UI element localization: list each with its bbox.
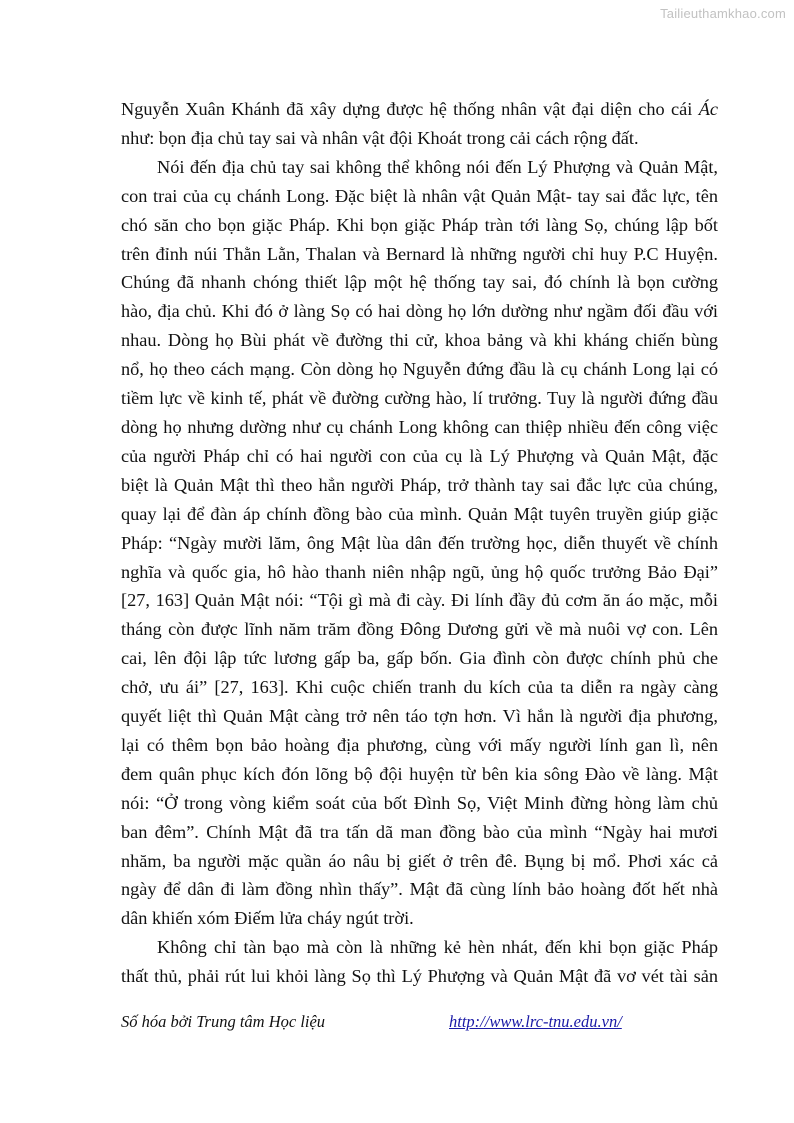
- text-line: chở, ưu ái” [27, 163]. Khi cuộc chiến tranh du kích của ta diễn ra ngày càng: [121, 677, 718, 698]
- text-line: tiềm lực về kinh tế, phát về đường cường hào, lí trưởng. Tuy là người đứng đầu: [121, 388, 718, 409]
- watermark-text: Tailieuthamkhao.com: [660, 6, 786, 21]
- emphasis-word: Ác: [698, 99, 718, 119]
- text-line: chó săn cho bọn giặc Pháp. Khi bọn giặc Pháp tràn tới làng Sọ, chúng lập bốt: [121, 214, 718, 235]
- text-line: dòng họ nhưng dường như cụ chánh Long không can thiệp nhiều đến công việc: [121, 416, 718, 437]
- text-line: dân khiến xóm Điếm lửa cháy ngút trời.: [121, 908, 414, 929]
- text-line: [27, 163] Quản Mật nói: “Tội gì mà đi cày. Đi lính đầy đủ cơm ăn áo mặc, mỗi: [121, 590, 718, 611]
- text-line: nổ, họ theo cách mạng. Còn dòng họ Nguyễn đứng đầu là cụ chánh Long lại có: [121, 359, 718, 380]
- text-line: Nguyễn Xuân Khánh đã xây dựng được hệ thống nhân vật đại diện cho cái Ác: [121, 99, 718, 119]
- text-line: biệt là Quản Mật thì theo hẳn người Pháp, trở thành tay sai đắc lực của chúng,: [121, 474, 718, 495]
- text-line: con trai của cụ chánh Long. Đặc biệt là nhân vật Quản Mật- tay sai đắc lực, tên: [121, 185, 718, 206]
- paragraph-quan-mat: [121, 153, 718, 933]
- text-line: cai, lên đội lập tức lương gấp ba, gấp bốn. Gia đình còn được chính phủ che: [121, 648, 718, 669]
- text-line: ngày để dân đi làm đồng nhìn thấy”. Mật đã cùng lính bảo hoàng đốt hết nhà: [121, 879, 718, 900]
- text-line: nghĩa và quốc gia, hô hào thanh niên nhập ngũ, ủng hộ quốc trưởng Bảo Đại”: [121, 561, 718, 582]
- text-line: hào, địa chủ. Khi đó ở làng Sọ có hai dòng họ lớn dường như ngầm đối đầu với: [121, 301, 718, 322]
- text-line: Nói đến địa chủ tay sai không thể không nói đến Lý Phượng và Quản Mật,: [157, 156, 718, 177]
- text-line: thất thủ, phải rút lui khỏi làng Sọ thì Lý Phượng và Quản Mật đã vơ vét tài sản: [121, 966, 718, 987]
- text-line: trên đỉnh núi Thằn Lằn, Thalan và Bernard là những người chỉ huy P.C Huyện.: [121, 243, 718, 264]
- text-line: Chúng đã nhanh chóng thiết lập một hệ thống tay sai, đó chính là bọn cường: [121, 272, 718, 293]
- text-line: như: bọn địa chủ tay sai và nhân vật đội Khoát trong cải cách rộng đất.: [121, 127, 639, 148]
- text-line: nhau. Dòng họ Bùi phát về đường thi cử, khoa bảng và khi kháng chiến bùng: [121, 330, 718, 351]
- text-line: tháng còn được lĩnh năm trăm đồng Đông Dương gửi về mà nuôi vợ con. Lên: [121, 619, 718, 640]
- paragraph-cowardice: [121, 933, 718, 991]
- text-line: của người Pháp chỉ có hai người con của cụ là Lý Phượng và Quản Mật, đặc: [121, 445, 718, 466]
- text-line: ban đêm”. Chính Mật đã tra tấn dã man đồng bào của mình “Ngày hai mươi: [121, 821, 718, 842]
- text-line: Không chỉ tàn bạo mà còn là những kẻ hèn nhát, đến khi bọn giặc Pháp: [157, 937, 718, 958]
- page-footer: [121, 1012, 718, 1034]
- text-line: nói: “Ở trong vòng kiểm soát của bốt Đình Sọ, Việt Minh đừng hòng làm chủ: [121, 792, 718, 813]
- text-line: quyết liệt thì Quản Mật càng trở nên táo tợn hơn. Vì hắn là người địa phương,: [121, 706, 718, 727]
- text-line: quay lại để đàn áp chính đồng bào của mình. Quản Mật tuyên truyền giúp giặc: [121, 503, 718, 524]
- footer-credit: Số hóa bởi Trung tâm Học liệu: [121, 1012, 326, 1031]
- text-line: Pháp: “Ngày mười lăm, ông Mật lùa dân đến trường học, diễn thuyết về chính: [121, 532, 718, 553]
- document-body: [121, 95, 718, 991]
- text-line: nhăm, ba người mặc quần áo nâu bị giết ở trên đê. Bụng bị mổ. Phơi xác cả: [121, 850, 718, 871]
- paragraph-intro: [121, 95, 718, 153]
- text-line: đem quân phục kích đón lõng bộ đội huyện từ bên kia sông Đào về làng. Mật: [121, 763, 718, 784]
- text-line: lại có thêm bọn bảo hoàng địa phương, cùng với mấy người lính gan lì, nên: [121, 734, 718, 755]
- footer-link[interactable]: http://www.lrc-tnu.edu.vn/: [449, 1012, 622, 1031]
